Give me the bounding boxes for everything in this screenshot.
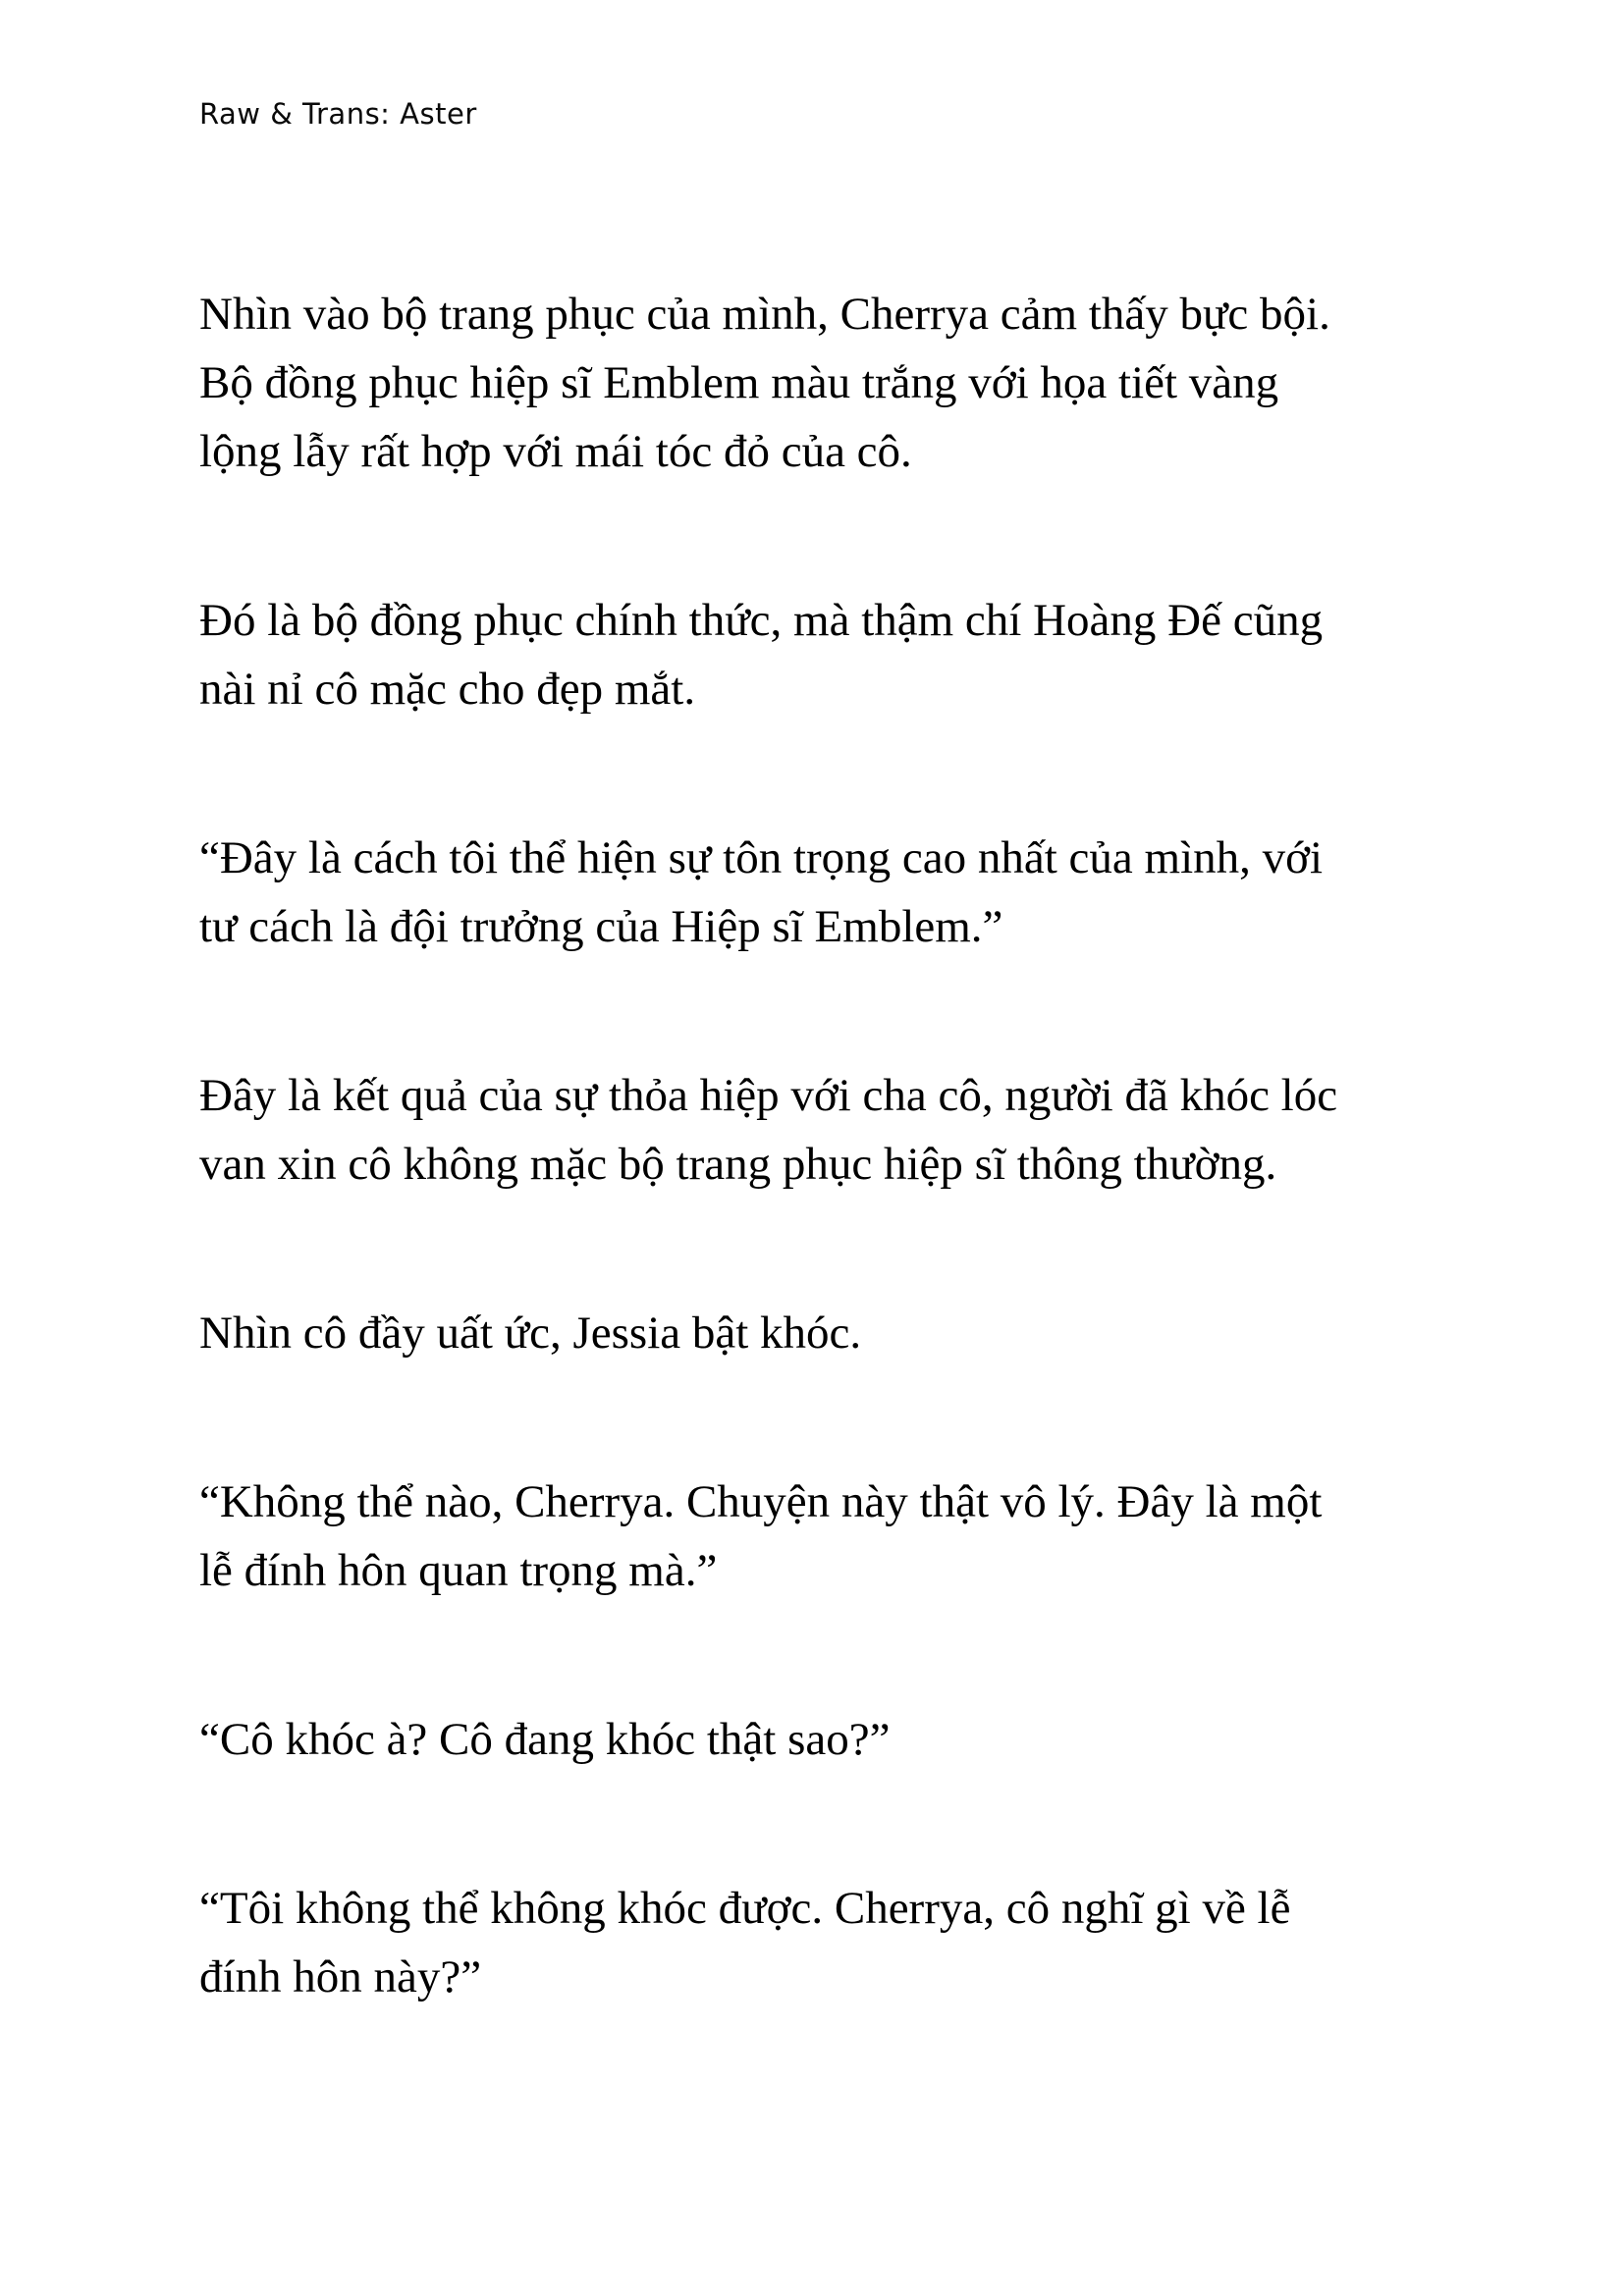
paragraph-8: “Tôi không thể không khóc được. Cherrya, cô nghĩ gì về lễ đính hôn này?” [199, 1883, 1291, 2002]
paragraph-3: “Đây là cách tôi thể hiện sự tôn trọng cao nhất của mình, với tư cách là đội trưởng của Hiệp sĩ Emblem.” [199, 832, 1324, 952]
translator-credit: Raw & Trans: Aster [199, 97, 477, 131]
document-body [199, 280, 1515, 2111]
paragraph-5: Nhìn cô đầy uất ức, Jessia bật khóc. [199, 1308, 862, 1359]
paragraph-7: “Cô khóc à? Cô đang khóc thật sao?” [199, 1714, 891, 1765]
paragraph-4: Đây là kết quả của sự thỏa hiệp với cha cô, người đã khóc lóc van xin cô không mặc bộ trang phục hiệp sĩ thông thường. [199, 1070, 1338, 1190]
paragraph-2: Đó là bộ đồng phục chính thức, mà thậm chí Hoàng Đế cũng nài nỉ cô mặc cho đẹp mắt. [199, 595, 1324, 715]
paragraph-6: “Không thể nào, Cherrya. Chuyện này thật vô lý. Đây là một lễ đính hôn quan trọng mà.” [199, 1476, 1323, 1596]
paragraph-1: Nhìn vào bộ trang phục của mình, Cherrya cảm thấy bực bội. Bộ đồng phục hiệp sĩ Emblem màu trắng với họa tiết vàng lộng lẫy rất hợp với mái tóc đỏ của cô. [199, 289, 1330, 477]
